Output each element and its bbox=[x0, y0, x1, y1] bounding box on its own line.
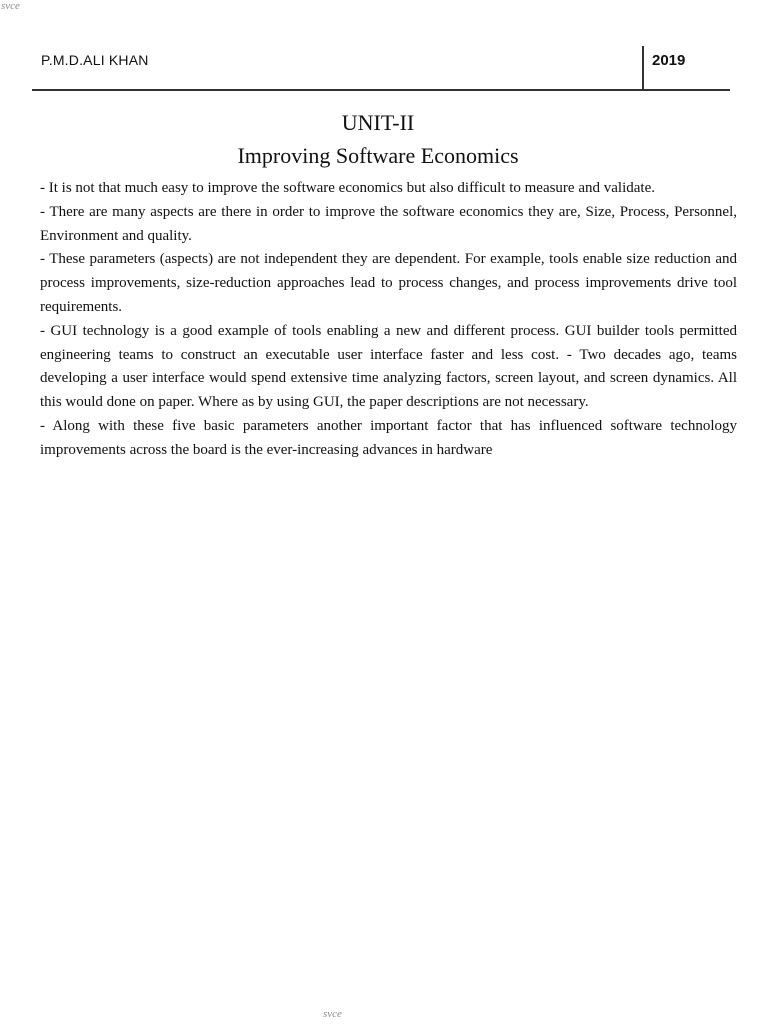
page-title: Improving Software Economics bbox=[237, 143, 519, 168]
paragraph: - These parameters (aspects) are not independent they are dependent. For example, tools enable size reduction and process improvements, size-reduction approaches lead to process changes, and process improvements drive tool requirements. bbox=[40, 251, 737, 315]
header-divider-horizontal bbox=[32, 89, 730, 91]
paragraph: - GUI technology is a good example of tools enabling a new and different process. GUI builder tools permitted engineering teams to construct an executable user interface faster and less cost. - Two decades ago, teams developing a user interface would spend extensive time analyzing factors, screen layout, and screen dynamics. All this would done on paper. Where as by using GUI, the paper descriptions are not necessary. bbox=[40, 322, 737, 411]
header-year: 2019 bbox=[652, 52, 686, 69]
paragraph: - There are many aspects are there in order to improve the software economics they are, Size, Process, Personnel, Environment and quality. bbox=[40, 203, 737, 244]
body-text bbox=[40, 177, 737, 463]
header-divider-vertical bbox=[642, 46, 644, 90]
watermark-top: svce bbox=[1, 0, 20, 12]
watermark-bottom: svce bbox=[323, 1008, 342, 1020]
unit-title: UNIT-II bbox=[341, 110, 415, 135]
header-author: P.M.D.ALI KHAN bbox=[41, 52, 149, 68]
paragraph: - Along with these five basic parameters another important factor that has influenced software technology improvements across the board is the ever-increasing advances in hardware bbox=[40, 417, 737, 458]
paragraph: - It is not that much easy to improve the software economics but also difficult to measure and validate. bbox=[40, 180, 655, 196]
